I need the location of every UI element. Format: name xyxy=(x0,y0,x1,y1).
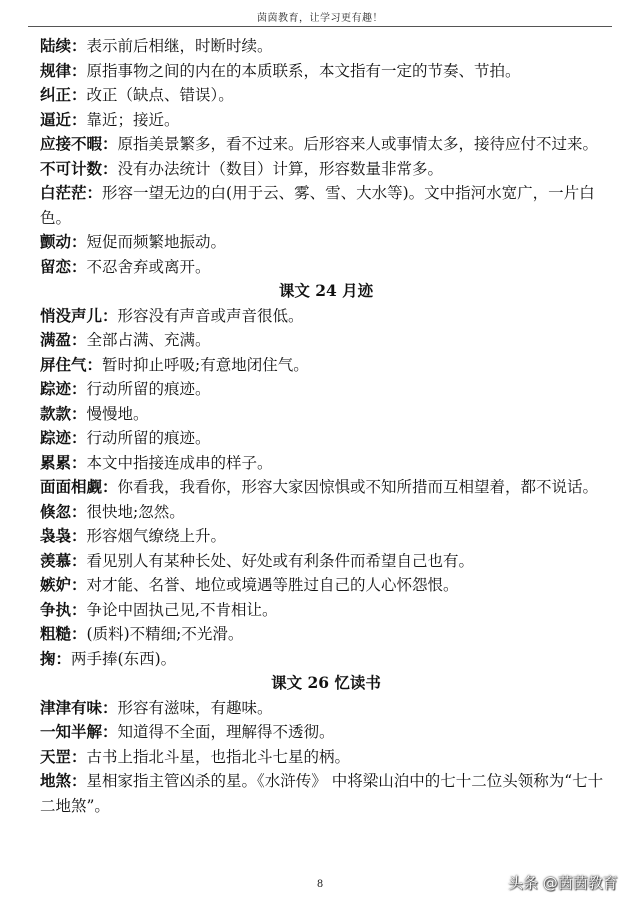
vocab-entry xyxy=(40,108,612,133)
vocab-term: 纠正： xyxy=(40,85,87,104)
vocab-term: 争执： xyxy=(40,599,87,619)
vocab-term: 悄没声儿： xyxy=(40,305,118,325)
vocab-entry xyxy=(40,745,612,770)
vocab-entry xyxy=(40,720,612,745)
vocab-definition: 对才能、名誉、地位或境遇等胜过自己的人心怀怨恨。 xyxy=(86,576,459,594)
vocab-definition: 知道得不全面，理解得不透彻。 xyxy=(117,723,335,741)
vocab-term: 屏住气： xyxy=(40,354,103,374)
vocab-term: 粗糙： xyxy=(40,624,87,643)
vocab-definition: 形容一望无边的白(用于云、雾、雪、大水等)。文中指河水宽广，一片白色。 xyxy=(40,184,595,227)
vocab-term: 逼近： xyxy=(40,109,87,129)
vocab-term: 踪迹： xyxy=(40,379,87,398)
vocab-definition: 古书上指北斗星，也指北斗七星的柄。 xyxy=(86,747,351,766)
vocab-definition: 改正（缺点、错误）。 xyxy=(86,86,234,104)
vocab-entry xyxy=(40,647,612,672)
vocab-entry xyxy=(40,255,612,280)
page-number: 8 xyxy=(316,879,324,890)
vocab-term: 面面相觑： xyxy=(40,477,118,496)
vocab-term: 羡慕： xyxy=(40,550,87,570)
vocab-term: 袅袅： xyxy=(40,526,87,545)
vocab-entry xyxy=(40,132,612,157)
section-heading: 课文 26 忆读书 xyxy=(271,673,381,692)
vocab-definition: 表示前后相继，时断时续。 xyxy=(86,37,273,55)
vocab-definition: 短促而频繁地振动。 xyxy=(86,233,227,251)
vocab-entry xyxy=(40,59,612,84)
header-divider xyxy=(28,26,612,27)
vocab-definition: (质料)不精细;不光滑。 xyxy=(86,625,244,643)
vocab-entry xyxy=(40,622,612,647)
vocab-definition: 形容烟气缭绕上升。 xyxy=(86,527,227,545)
vocab-term: 不可计数： xyxy=(40,158,118,178)
vocab-term: 颤动： xyxy=(40,232,87,251)
vocab-term: 嫉妒： xyxy=(40,575,87,594)
vocab-term: 应接不暇： xyxy=(40,134,118,153)
vocab-entry xyxy=(40,426,612,451)
vocab-entry xyxy=(40,304,612,329)
vocab-definition: 两手捧(东西)。 xyxy=(71,649,177,668)
vocab-definition: 原指事物之间的内在的本质联系，本文指有一定的节奏、节拍。 xyxy=(86,61,521,80)
vocab-definition: 没有办法统计（数目）计算，形容数量非常多。 xyxy=(117,159,444,178)
vocabulary-content xyxy=(40,34,612,818)
vocab-definition: 慢慢地。 xyxy=(86,404,149,423)
sections-container xyxy=(40,34,612,818)
vocab-entry xyxy=(40,377,612,402)
vocab-entry xyxy=(40,230,612,255)
vocab-term: 天罡： xyxy=(40,746,87,766)
vocab-entry xyxy=(40,451,612,476)
vocab-definition: 很快地;忽然。 xyxy=(86,502,185,521)
vocab-definition: 本文中指接连成串的样子。 xyxy=(86,453,273,472)
vocab-term: 踪迹： xyxy=(40,428,87,447)
vocab-entry xyxy=(40,500,612,525)
vocab-term: 倏忽： xyxy=(40,501,87,521)
vocab-definition: 看见别人有某种长处、好处或有利条件而希望自己也有。 xyxy=(86,551,475,570)
vocab-entry xyxy=(40,353,612,378)
vocab-term: 津津有味： xyxy=(40,697,118,717)
page-header: 茵茵教育，让学习更有趣！ xyxy=(257,13,383,24)
vocab-entry xyxy=(40,181,612,230)
vocab-term: 留恋： xyxy=(40,256,87,276)
vocab-definition: 星相家指主管凶杀的星。《水浒传》 中将梁山泊中的七十二位头领称为“七十二地煞”。 xyxy=(40,772,604,815)
vocab-definition: 暂时抑止呼吸;有意地闭住气。 xyxy=(102,355,309,374)
vocab-entry xyxy=(40,157,612,182)
vocab-definition: 全部占满、充满。 xyxy=(86,331,211,349)
vocab-term: 满盈： xyxy=(40,330,87,349)
vocab-entry xyxy=(40,475,612,500)
vocab-entry xyxy=(40,524,612,549)
vocab-definition: 靠近；接近。 xyxy=(86,110,180,129)
vocab-definition: 行动所留的痕迹。 xyxy=(86,429,211,447)
vocab-term: 累累： xyxy=(40,452,87,472)
vocab-term: 白茫茫： xyxy=(40,183,103,202)
vocab-term: 掬： xyxy=(40,648,72,668)
vocab-term: 款款： xyxy=(40,403,87,423)
vocab-entry xyxy=(40,549,612,574)
vocab-term: 一知半解： xyxy=(40,722,118,741)
section-heading: 课文 24 月迹 xyxy=(278,281,374,300)
vocab-entry xyxy=(40,402,612,427)
vocab-entry xyxy=(40,83,612,108)
vocab-definition: 形容没有声音或声音很低。 xyxy=(117,306,304,325)
vocab-entry xyxy=(40,34,612,59)
vocab-definition: 争论中固执己见,不肯相让。 xyxy=(86,600,278,619)
vocab-definition: 不忍舍弃或离开。 xyxy=(86,257,211,276)
vocab-entry xyxy=(40,573,612,598)
vocab-definition: 形容有滋味，有趣味。 xyxy=(117,698,273,717)
vocab-term: 规律： xyxy=(40,60,87,80)
vocab-definition: 原指美景繁多，看不过来。后形容来人或事情太多，接待应付不过来。 xyxy=(117,135,599,153)
vocab-entry xyxy=(40,769,612,818)
watermark: 头条 @茵茵教育 xyxy=(508,874,618,892)
vocab-definition: 你看我，我看你，形容大家因惊惧或不知所措而互相望着，都不说话。 xyxy=(117,478,599,496)
vocab-term: 地煞： xyxy=(40,771,87,790)
vocab-entry xyxy=(40,328,612,353)
vocab-term: 陆续： xyxy=(40,36,87,55)
vocab-definition: 行动所留的痕迹。 xyxy=(86,380,211,398)
vocab-entry xyxy=(40,598,612,623)
vocab-entry xyxy=(40,696,612,721)
